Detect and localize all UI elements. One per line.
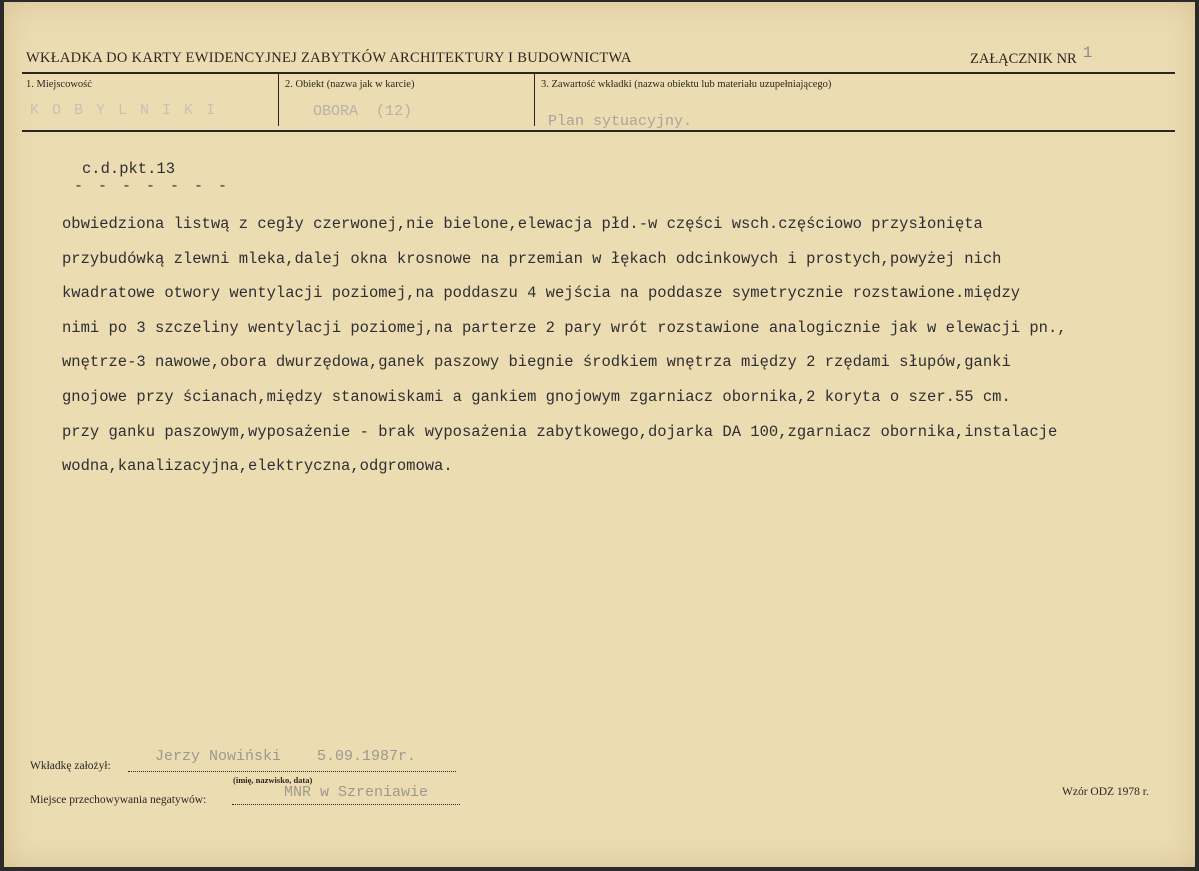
negatives-dotline	[232, 804, 460, 805]
description-line: nimi po 3 szczeliny wentylacji poziomej,na parterze 2 pary wrót rozstawione analogicznie jak w elewacji pn.,	[62, 318, 1067, 337]
form-title: WKŁADKA DO KARTY EWIDENCYJNEJ ZABYTKÓW ARCHITEKTURY I BUDOWNICTWA	[26, 50, 632, 66]
negatives-label: Miejsce przechowywania negatywów:	[30, 794, 207, 806]
form-code: Wzór ODZ 1978 r.	[1062, 786, 1149, 798]
continuation-underline: - - - - - - -	[74, 178, 231, 195]
field-divider	[534, 74, 535, 126]
negatives-value: MNR w Szreniawie	[284, 784, 429, 801]
description-line: obwiedziona listwą z cegły czerwonej,nie bielone,elewacja płd.-w części wsch.częściowo przysłonięta	[62, 215, 983, 233]
attachment-number-value: 1	[1082, 44, 1093, 62]
description-text	[62, 207, 1172, 484]
locality-label: 1. Miejscowość	[26, 79, 92, 90]
contents-label: 3. Zawartość wkładki (nazwa obiektu lub materiału uzupełniającego)	[541, 79, 832, 90]
description-line: przy ganku paszowym,wyposażenie - brak wyposażenia zabytkowego,dojarka DA 100,zgarniacz obornika,instalacje	[62, 422, 1058, 441]
author-value: Jerzy Nowiński 5.09.1987r.	[155, 748, 417, 765]
object-label: 2. Obiekt (nazwa jak w karcie)	[285, 79, 415, 90]
author-dotline	[128, 771, 456, 772]
locality-value: K O B Y L N I K I	[30, 102, 218, 119]
header-top-rule	[22, 72, 1175, 74]
contents-value: Plan sytuacyjny.	[548, 113, 693, 130]
description-line: gnojowe przy ścianach,między stanowiskami a gankiem gnojowym zgarniacz obornika,2 koryta o szer.55 cm.	[62, 387, 1011, 406]
description-line: wnętrze-3 nawowe,obora dwurzędowa,ganek paszowy biegnie środkiem wnętrza między 2 rzędami słupów,ganki	[62, 353, 1011, 372]
attachment-number	[970, 44, 1093, 68]
description-line: kwadratowe otwory wentylacji poziomej,na poddaszu 4 wejścia na poddasze symetrycznie rozstawione.między	[62, 284, 1021, 303]
header-bottom-rule	[22, 130, 1175, 132]
object-value: OBORA (12)	[313, 103, 413, 120]
author-label: Wkładkę założył:	[30, 760, 111, 772]
field-divider	[278, 74, 279, 126]
continuation-heading: c.d.pkt.13	[82, 160, 176, 178]
author-caption: (imię, nazwisko, data)	[233, 775, 313, 785]
description-line: wodna,kanalizacyjna,elektryczna,odgromowa.	[62, 457, 453, 476]
description-line: przybudówką zlewni mleka,dalej okna krosnowe na przemian w łękach odcinkowych i prostych,powyżej nich	[62, 249, 1002, 268]
attachment-label: ZAŁĄCZNIK NR	[970, 51, 1077, 67]
